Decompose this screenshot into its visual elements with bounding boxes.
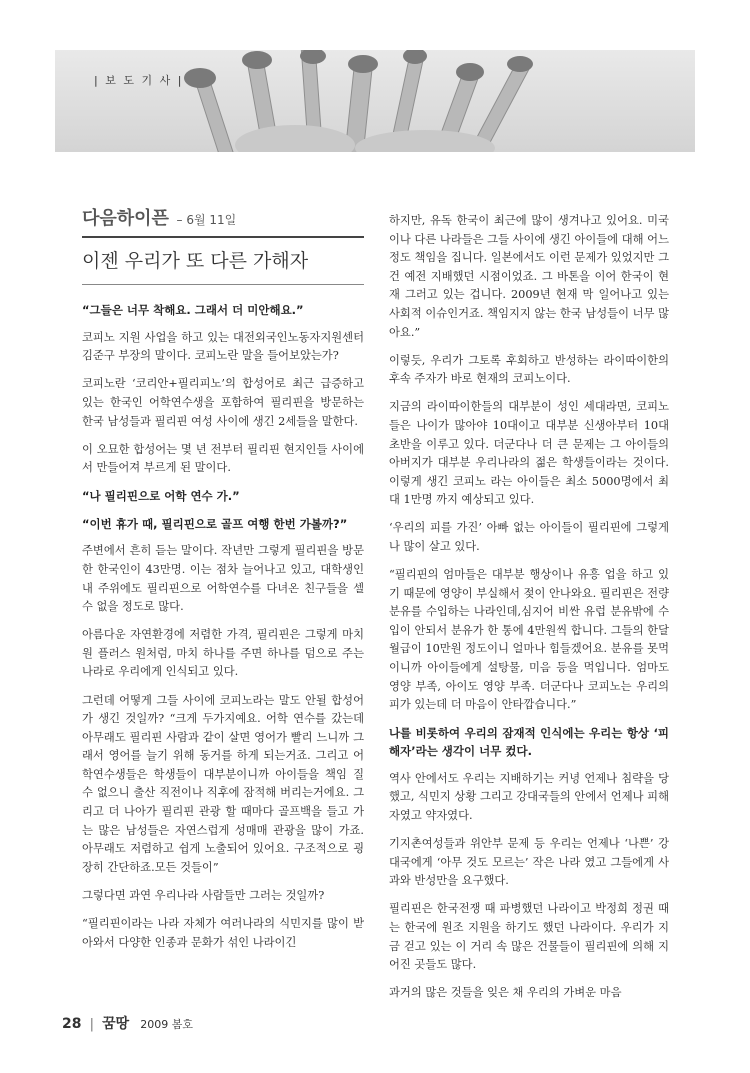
body-paragraph: 이 오묘한 합성어는 몇 년 전부터 필리핀 현지인들 사이에서 만들어져 부르게 된 말이다. <box>82 442 364 475</box>
body-paragraph: ‘우리의 피를 가진’ 아빠 없는 아이들이 필리핀에 그렇게나 많이 살고 있다. <box>389 521 669 553</box>
body-paragraph: 이렇듯, 우리가 그토록 후회하고 반성하는 라이따이한의 후속 주자가 바로 현재의 코피노이다. <box>389 353 669 386</box>
right-column <box>389 212 669 1012</box>
microphones-illustration <box>175 50 695 152</box>
body-paragraph: 주변에서 흔히 듣는 말이다. 작년만 그렇게 필리핀을 방문한 한국인이 43만명. 이는 점차 늘어나고 있고, 대학생인 내 주위에도 필리핀으로 어학연수를 다녀온 친구들을 셀 수 없을 정도로 많다. <box>82 544 364 614</box>
page-number: 28 <box>62 1016 82 1032</box>
body-paragraph: 기지촌여성들과 위안부 문제 등 우리는 언제나 ‘나쁜’ 강대국에게 ‘아무 것도 모르는’ 작은 나라 였고 그들에게 사과와 반성만을 요구했다. <box>389 837 669 888</box>
pull-quote: “나 필리핀으로 어학 연수 가.” <box>82 489 240 504</box>
magazine-name: 꿈땅 <box>102 1016 130 1032</box>
body-paragraph: “필리핀의 엄마들은 대부분 행상이나 유흥 업을 하고 있기 때문에 영양이 부실해서 젖이 안나와요. 필리핀은 전량 분유를 수입하는 나라인데,심지어 비싼 유럽 분유밖에 수입이 안되서 분유가 한 통에 4만원씩 합니다. 그들의 한달 월급이 10만원 정도이니 얼마나 힘들겠어요. 분유를 못먹이니까 아이들에게 설탕물, 미음 등을 먹입니다. 엄마도 영양 부족, 아이도 영양 부족. 더군다나 코피노는 우리의 피가 있는데 더 마음이 안타깝습니다.” <box>389 568 669 712</box>
body-paragraph: 과거의 많은 것들을 잊은 채 우리의 가벼운 마음 <box>389 986 622 1000</box>
body-paragraph: 아름다운 자연환경에 저렴한 가격, 필리핀은 그렇게 마치 원 플러스 원처럼, 마치 하나를 주면 하나를 덤으로 주는 나라로 우리에게 인식되고 있다. <box>82 628 364 679</box>
source-name: 다음하이픈 <box>82 208 169 229</box>
pull-quote: “이번 휴가 때, 필리핀으로 골프 여행 한번 가볼까?” <box>82 516 348 531</box>
article-headline: 이젠 우리가 또 다른 가해자 <box>82 252 364 286</box>
body-paragraph: 코피노 지원 사업을 하고 있는 대전외국인노동자지원센터 김준구 부장의 말이다. 코피노란 말을 들어보았는가? <box>82 330 364 363</box>
left-body <box>82 301 364 952</box>
left-column <box>82 210 364 962</box>
header-banner <box>55 50 695 152</box>
pull-quote: “그들은 너무 착해요. 그래서 더 미안해요.” <box>82 303 304 318</box>
source-line <box>82 210 364 238</box>
body-paragraph: “필리핀이라는 나라 자체가 여러나라의 식민지를 많이 받아와서 다양한 인종과 문화가 섞인 나라이긴 <box>82 917 364 949</box>
footer-separator: | <box>89 1017 94 1032</box>
body-paragraph: 역사 안에서도 우리는 지배하기는 커녕 언제나 침략을 당했고, 식민지 상황 그리고 강대국들의 안에서 언제나 피해자였고 약자였다. <box>389 771 669 823</box>
page-footer <box>62 1013 193 1033</box>
pull-quote: 나를 비롯하여 우리의 잠재적 인식에는 우리는 항상 ‘피해자’라는 생각이 너무 컸다. <box>389 726 669 759</box>
body-paragraph: 그렇다면 과연 우리나라 사람들만 그러는 것일까? <box>82 888 325 902</box>
body-paragraph: 지금의 라이따이한들의 대부분이 성인 세대라면, 코피노들은 나이가 많아야 10대이고 대부분 신생아부터 10대 초반을 이루고 있다. 더군다나 더 큰 문제는 그 아이들의 아버지가 대부분 우리나라의 젊은 학생들이라는 것이다. 이렇게 생긴 코피노 라는 아이들은 최소 5000명에서 최대 1만명 까지 예상되고 있다. <box>389 400 669 507</box>
section-label: | 보 도 기 사 | <box>94 74 184 87</box>
body-paragraph: 하지만, 유독 한국이 최근에 많이 생겨나고 있어요. 미국이나 다른 나라들은 그들 사이에 생긴 아이들에 대해 어느정도 책임을 집니다. 일본에서도 이런 문제가 있었지만 그건 예전 지배했던 시점이었죠. 그 바톤을 이어 한국이 현재 그러고 있는 겁니다. 2009년 현재 막 일어나고 있는 사회적 이슈인거죠. 책임지지 않는 한국 남성들이 너무 많아요.” <box>389 214 669 339</box>
right-body <box>389 212 669 1003</box>
body-paragraph: 필리핀은 한국전쟁 때 파병했던 나라이고 박정희 정권 때는 한국에 원조 지원을 하기도 했던 나라이다. 우리가 지금 걷고 있는 이 거리 속 많은 건물들이 필리핀에 의해 지어진 곳들도 많다. <box>389 902 669 972</box>
body-paragraph: 그런데 어떻게 그들 사이에 코피노라는 말도 안될 합성어가 생긴 것일까? “크게 두가지예요. 어학 연수를 갔는데 아무래도 필리핀 사람과 같이 살면 영어가 빨리 느니까 그래서 영어를 늘기 위해 동거를 하게 되는거죠. 그리고 어학연수생들은 학생들이 대부분이니까 아이들을 책임 질 수 없으니 출산 직전이나 직후에 잠적해 버리는거에요. 그리고 더 나아가 필리핀 관광 할 때마다 골프백을 들고 가는 많은 남성들은 자연스럽게 성매매 관광을 많이 가죠. 아무래도 저렴하고 쉽게 노출되어 있어요. 구조적으로 굉장히 간단하죠.모든 것들이” <box>82 693 364 874</box>
body-paragraph: 코피노란 ‘코리안+필리피노’의 합성어로 최근 급증하고 있는 한국인 어학연수생을 포함하여 필리핀을 방문하는 한국 남성들과 필리핀 여성 사이에 생긴 2세들을 말한다. <box>82 377 364 428</box>
issue-label: 2009 봄호 <box>140 1018 193 1031</box>
source-date: – 6월 11일 <box>176 213 237 227</box>
